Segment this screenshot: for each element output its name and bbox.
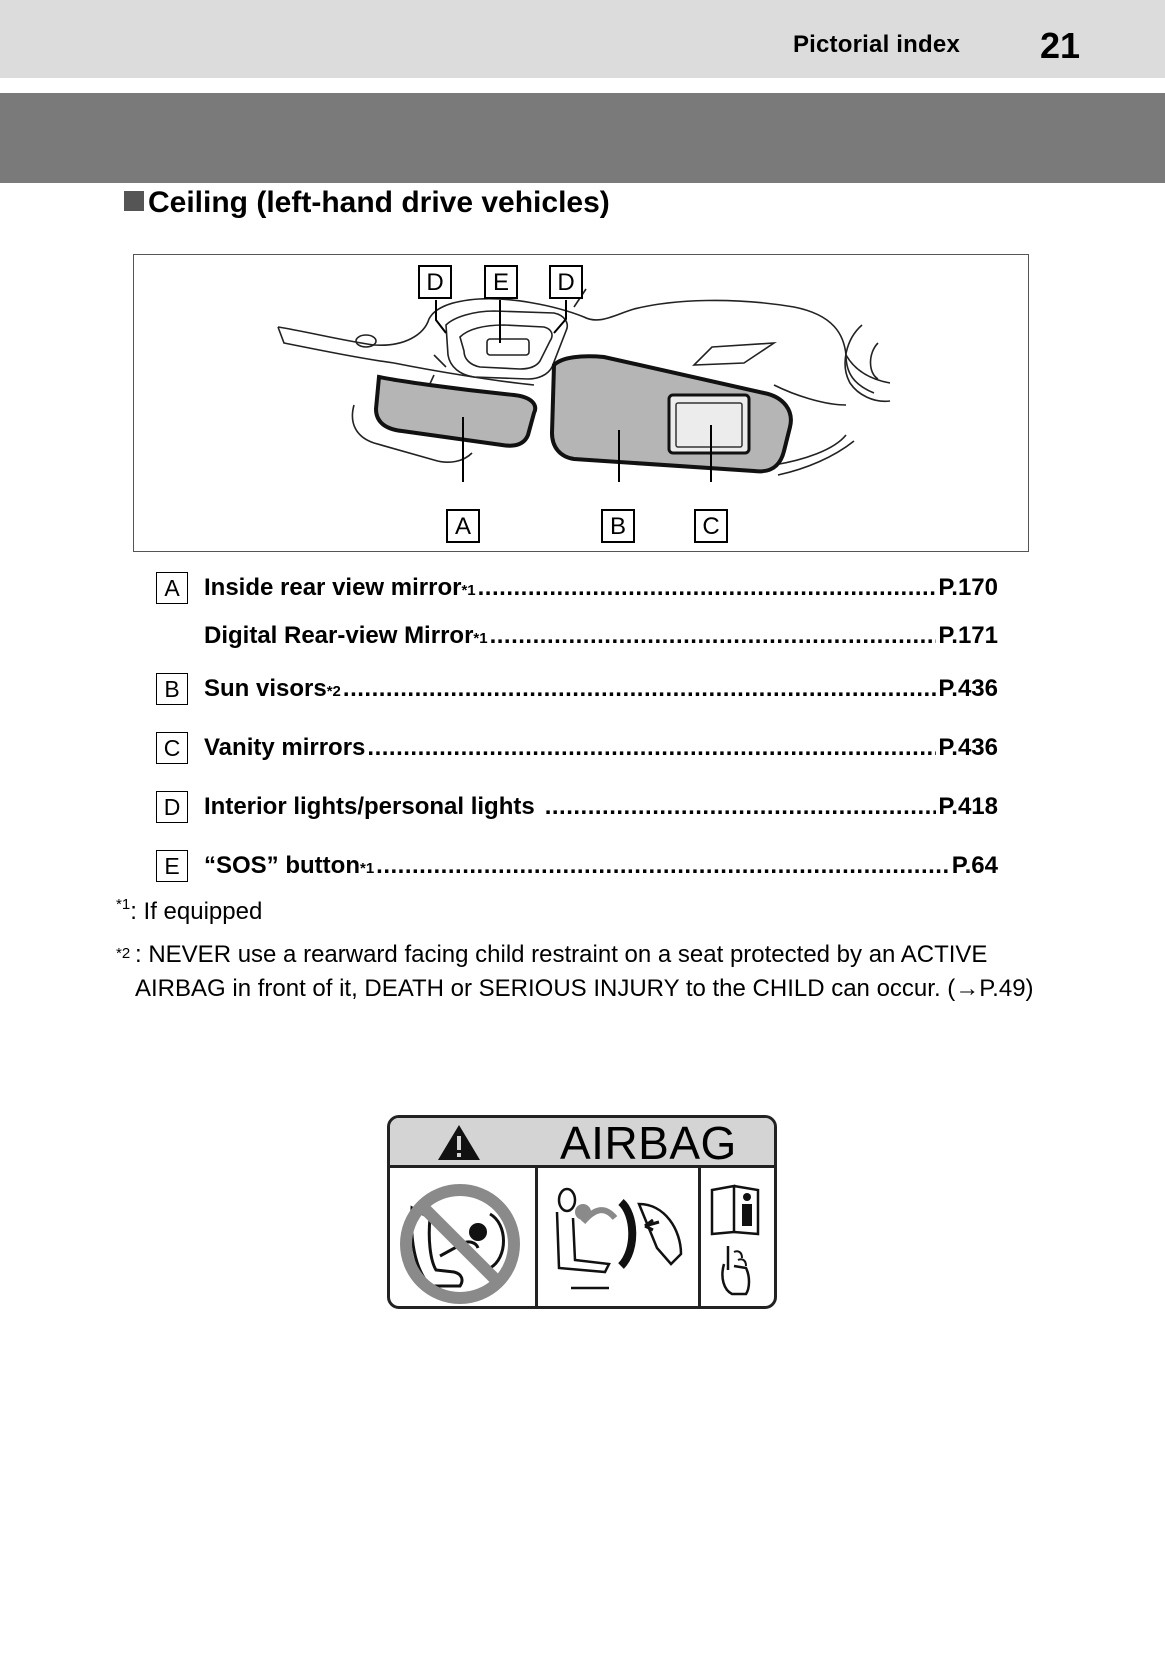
page-number: 21 <box>1040 25 1081 66</box>
leader-dots <box>343 675 936 703</box>
page-reference[interactable]: P.171 <box>938 622 998 649</box>
legend-item-a: A Inside rear view mirror *1 ..... P.170 <box>0 572 1165 608</box>
leader-dots <box>376 852 950 880</box>
manual-cell <box>698 1168 774 1309</box>
legend-item-e: E “SOS” button *1 ..... P.64 <box>0 850 1165 886</box>
ceiling-drawing <box>134 255 1027 550</box>
callout-B: B <box>601 509 635 543</box>
legend-label: Inside rear view mirror <box>204 574 462 601</box>
legend-label: “SOS” button <box>204 852 360 879</box>
page-reference[interactable]: P.436 <box>938 675 998 702</box>
top-header-band <box>0 0 1165 78</box>
page-heading <box>124 186 610 220</box>
section-banner <box>0 93 1165 183</box>
legend-item-a-digital: Digital Rear-view Mirror *1 ..... P.171 <box>0 620 1165 656</box>
leader-dots <box>545 793 937 821</box>
legend-letter: E <box>156 850 188 882</box>
page-reference[interactable]: P.64 <box>951 852 998 879</box>
page-reference[interactable]: P.170 <box>938 574 998 601</box>
heading-square-icon <box>124 191 144 211</box>
callout-C: C <box>694 509 728 543</box>
page-reference[interactable]: P.436 <box>938 734 998 761</box>
footnote-text: : If equipped <box>130 898 263 925</box>
no-child-seat-icon <box>390 1168 535 1309</box>
legend-letter: D <box>156 791 188 823</box>
callout-D-right: D <box>549 265 583 299</box>
legend-label: Vanity mirrors <box>204 734 366 761</box>
legend-label: Sun visors <box>204 675 327 702</box>
airbag-deploy-icon <box>535 1168 698 1309</box>
legend-item-d <box>0 791 1165 827</box>
no-child-seat-cell <box>390 1168 538 1309</box>
legend-letter: C <box>156 732 188 764</box>
callout-A: A <box>446 509 480 543</box>
airbag-deploy-cell <box>535 1168 701 1309</box>
callout-D-left: D <box>418 265 452 299</box>
legend-letter: A <box>156 572 188 604</box>
footnote-2: *2 : NEVER use a rearward facing child restraint on a seat protected by an ACTIVE AIRBAG in front of it, DEATH or SERIOUS INJURY to the CHILD can occur. (→P.49) <box>116 938 1046 1040</box>
section-title: Pictorial index <box>792 31 960 58</box>
legend-item-b: B Sun visors *2 ..... P.436 <box>0 673 1165 709</box>
page-reference[interactable]: P.418 <box>938 793 998 820</box>
manual-info-icon <box>698 1168 774 1309</box>
heading-text: Ceiling (left-hand drive vehicles) <box>148 186 610 219</box>
warning-triangle-icon <box>436 1122 482 1162</box>
legend-label: Interior lights/personal lights <box>204 793 535 820</box>
leader-dots <box>490 622 937 650</box>
airbag-label-header <box>390 1118 774 1168</box>
leader-dots <box>478 574 937 602</box>
legend-letter: B <box>156 673 188 705</box>
footnote-text: : NEVER use a rearward facing child restraint on a seat protected by an ACTIVE AIRBAG in front of it, DEATH or SERIOUS INJURY to the CHILD can occur. (→P.49) <box>135 941 1034 1002</box>
airbag-warning-label <box>387 1115 777 1309</box>
legend-label: Digital Rear-view Mirror <box>204 622 474 649</box>
airbag-title: AIRBAG <box>560 1117 737 1169</box>
ceiling-illustration <box>133 254 1029 552</box>
legend-item-c <box>0 732 1165 768</box>
callout-E: E <box>484 265 518 299</box>
footnote-1: $^{*1}$: If equipped <box>116 896 263 925</box>
leader-dots <box>367 734 936 762</box>
